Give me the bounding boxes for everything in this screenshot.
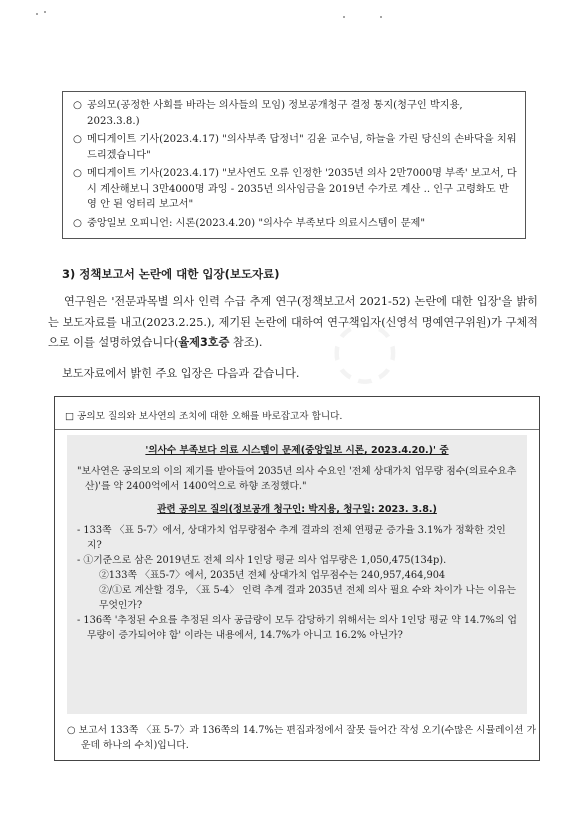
correction-note: ○ 보고서 133쪽 〈표 5-7〉과 136쪽의 14.7%는 편집과정에서 잘못 들어간 작성 오기(수많은 시뮬레이션 가운데 하나의 수치)입니다.: [67, 725, 537, 751]
circle-bullet-icon: ○: [73, 217, 82, 229]
circle-bullet-icon: ○: [73, 168, 82, 179]
inquiry-subtitle: 관련 공의모 질의(정보공개 청구인: 박지용, 청구일: 2023. 3.8.): [157, 504, 437, 515]
reference-item: ○ 중앙일보 오피니언: 시론(2023.4.20) "의사수 부족보다 의료시스템이 문제": [73, 216, 517, 232]
inquiry-subitem: ②133쪽 〈표5-7〉에서, 2035년 전체 상대가치 업무점수는 240,957,464,904: [99, 570, 446, 581]
watermark-icon: ◌: [330, 300, 400, 393]
lead-sentence: 보도자료에서 밝힌 주요 입장은 다음과 같습니다.: [62, 367, 300, 380]
scan-speck: [36, 13, 38, 15]
section-heading: 3) 정책보고서 논란에 대한 입장(보도자료): [62, 267, 280, 281]
shaded-quote-panel: [67, 435, 527, 714]
scan-speck: [44, 11, 46, 13]
section-paragraph: 연구원은 '전문과목별 의사 인력 수급 추계 연구(정책보고서 2021-52) 논란에 대한 입장'을 밝히는 보도자료를 내고(2023.2.25.), 제기된 논란에 대하여 연구책임자(신영석 명예연구위원)가 구체적으로 이를 설명하였습니다(율제3호증 참조).: [48, 295, 538, 349]
inquiry-item: - 136쪽 '추정된 수요를 추정된 의사 공급량이 모두 감당하기 위해서는 의사 1인당 평균 약 14.7%의 업무량이 증가되어야 함' 이라는 내용에서, 14.7%가 아니고 16.2% 아닌가?: [77, 615, 518, 641]
box-header: □ 공의모 질의와 보사연의 조치에 대한 오해를 바로잡고자 합니다.: [55, 397, 539, 430]
reference-item: ○ 메디게이트 기사(2023.4.17) "의사부족 답정너" 김윤 교수님, 하늘을 가린 당신의 손바닥을 치워드리겠습니다": [73, 134, 517, 161]
reference-item: ○ 메디게이트 기사(2023.4.17) "보사연도 오류 인정한 '2035년 의사 2만7000명 부족' 보고서, 다시 계산해보니 3만4000명 과잉 - 2035년 의사임금을 2019년 수가로 계산 .. 인구 고령화도 반영 안 된 엉터리 보고서": [73, 168, 517, 210]
circle-bullet-icon: ○: [73, 100, 82, 111]
inquiry-item: - ①기준으로 삼은 2019년도 전체 의사 1인당 평균 의사 업무량은 1,050,475(134p).: [77, 555, 447, 566]
inquiry-item: - 133쪽 〈표 5-7〉에서, 상대가치 업무량점수 추계 결과의 전체 연평균 증가율 3.1%가 정확한 것인지?: [77, 525, 506, 551]
reference-box: [62, 91, 526, 239]
quote-subtitle: '의사수 부족보다 의료 시스템이 문제(중앙일보 시론, 2023.4.20.)' 중: [145, 445, 449, 456]
reference-item: ○ 공의모(공정한 사회를 바라는 의사들의 모임) 정보공개청구 결정 통지(청구인 박지용, 2023.3.8.): [73, 100, 463, 127]
quote-text: "보사연은 공의모의 이의 제기를 받아들여 2035년 의사 수요인 '전체 상대가치 업무량 점수(의료수요추산)'를 약 2400억에서 1400억으로 하향 조정했다.": [77, 466, 517, 492]
inquiry-subitem: ②/①로 계산할 경우, 〈표 5-4〉 인력 추계 결과 2035년 전체 의사 필요 수와 차이가 나는 이유는 무엇인가?: [99, 585, 516, 611]
press-release-box: [54, 396, 540, 761]
exhibit-reference: 율제3호증: [178, 336, 230, 349]
circle-bullet-icon: ○: [73, 134, 82, 145]
scan-speck: [343, 16, 345, 18]
scan-speck: [380, 16, 382, 18]
